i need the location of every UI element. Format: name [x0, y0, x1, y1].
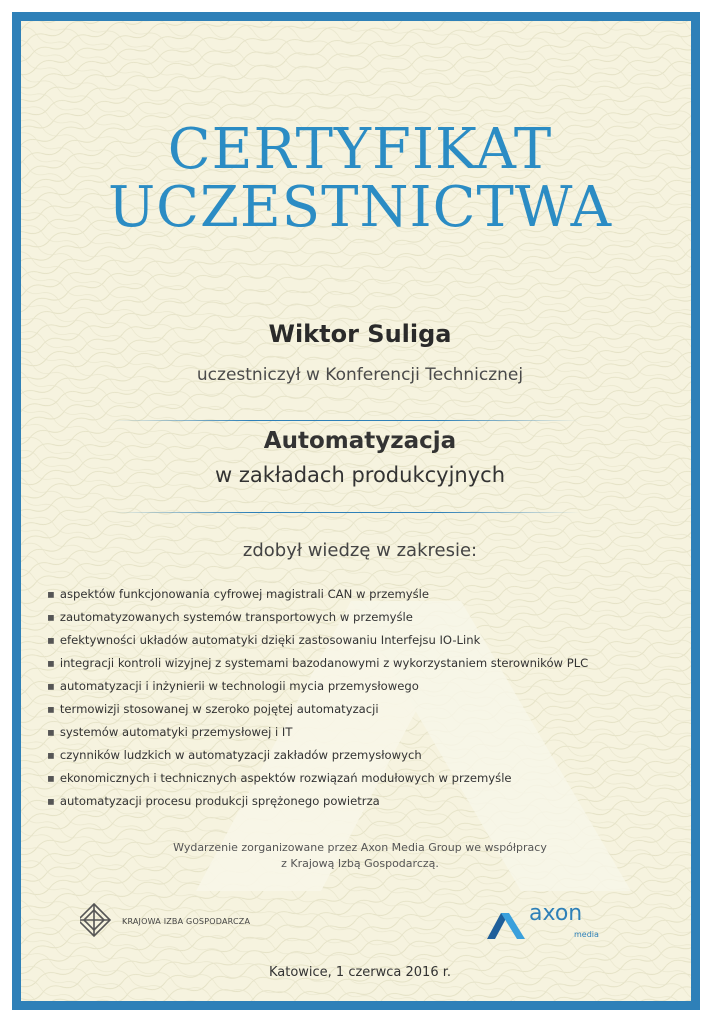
knowledge-intro: zdobył wiedzę w zakresie: [242, 540, 478, 561]
topic-item: ▪ systemów automatyki przemysłowej i IT [47, 721, 588, 744]
topic-item: ▪ automatyzacji procesu produkcji sprężonego powietrza [47, 790, 588, 813]
axon-logo-text: axon [529, 901, 583, 926]
topic-item: ▪ aspektów funkcjonowania cyfrowej magistrali CAN w przemyśle [47, 583, 588, 606]
topic-item: ▪ automatyzacji i inżynierii w technologii mycia przemysłowego [47, 675, 588, 698]
organizer-note-line1: Wydarzenie zorganizowane przez Axon Media Group we współpracy [173, 841, 547, 854]
topic-item: ▪ czynników ludzkich w automatyzacji zakładów przemysłowych [47, 744, 588, 767]
place-and-date: Katowice, 1 czerwca 2016 r. [268, 965, 452, 980]
divider-bottom [110, 512, 580, 513]
topic-item: ▪ ekonomicznych i technicznych aspektów rozwiązań modułowych w przemyśle [47, 767, 588, 790]
certificate-title-line1: CERTYFIKAT [167, 117, 553, 182]
organizer-note [0, 840, 720, 872]
topic-item: ▪ integracji kontroli wizyjnej z systemami bazodanowymi z wykorzystaniem sterowników PLC [47, 652, 588, 675]
certificate-title-line2: UCZESTNICTWA [107, 175, 613, 240]
topic-item: ▪ termowizji stosowanej w szeroko pojętej automatyzacji [47, 698, 588, 721]
topic-item: ▪ efektywności układów automatyki dzięki zastosowaniu Interfejsu IO-Link [47, 629, 588, 652]
participant-name: Wiktor Suliga [268, 320, 452, 348]
conference-title-line2: w zakładach produkcyjnych [214, 463, 506, 487]
divider-top [110, 420, 580, 421]
topic-item: ▪ zautomatyzowanych systemów transportowych w przemyśle [47, 606, 588, 629]
axon-logo-subtext: media [574, 930, 599, 939]
participation-text: uczestniczył w Konferencji Technicznej [196, 365, 524, 385]
kig-logo-label: KRAJOWA IZBA GOSPODARCZA [122, 917, 251, 926]
organizer-note-line2: z Krajową Izbą Gospodarczą. [281, 857, 439, 870]
topics-list [47, 583, 588, 813]
conference-title-line1: Automatyzacja [263, 428, 457, 454]
